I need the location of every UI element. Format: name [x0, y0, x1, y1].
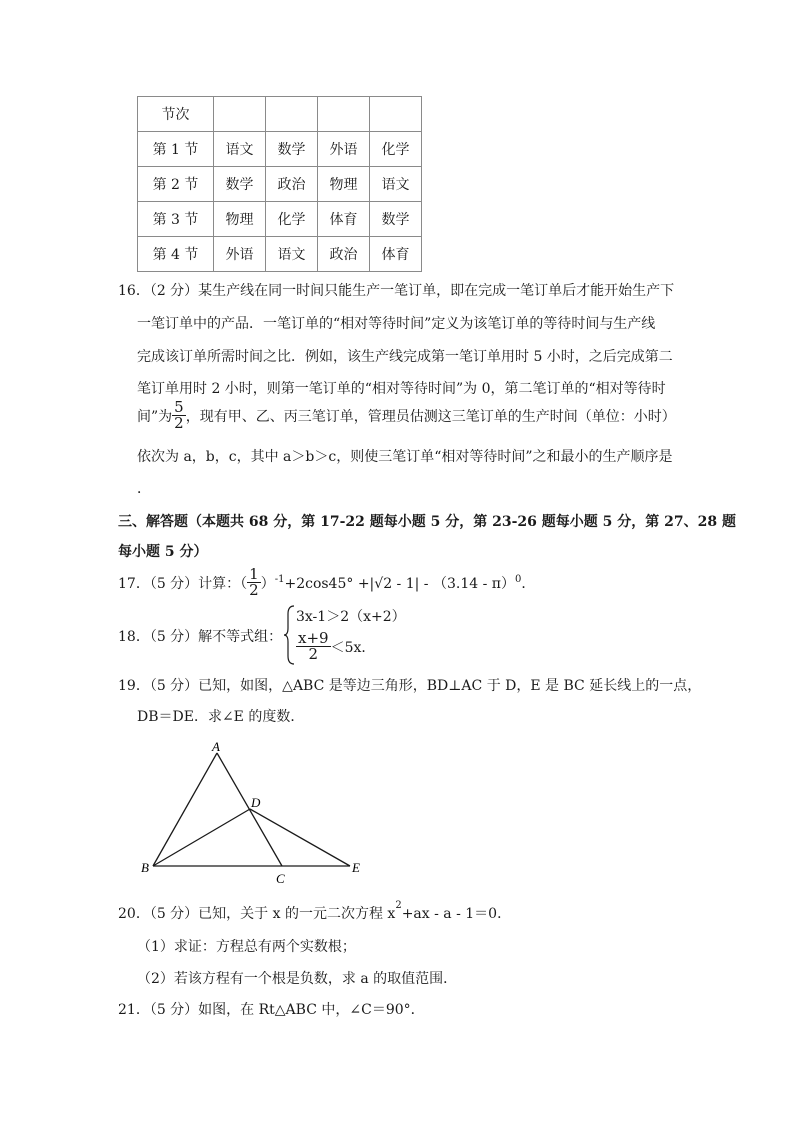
q16-frac-den: 2 [174, 414, 184, 432]
section3-heading-line2: 每小题 5 分） [118, 544, 208, 560]
table-cell: 第 4 节 [138, 237, 214, 272]
q19-line2: DB＝DE．求∠E 的度数． [137, 709, 305, 725]
section3-heading-line1: 三、解答题（本题共 68 分，第 17-22 题每小题 5 分，第 23-26 题每小题 5 分，第 27、28 题 [118, 514, 736, 530]
q20-sub2: （2）若该方程有一个根是负数，求 a 的取值范围． [137, 971, 458, 987]
table-cell [370, 97, 422, 132]
table-row [138, 237, 422, 272]
q18-prefix: 18．（5 分）解不等式组： [118, 629, 283, 645]
q17-frac-num: 1 [249, 565, 259, 583]
table-cell: 外语 [214, 237, 266, 272]
q20-sup: 2 [395, 900, 402, 911]
table-cell: 体育 [318, 202, 370, 237]
table-cell: 体育 [370, 237, 422, 272]
table-cell: 物理 [318, 167, 370, 202]
table-cell: 数学 [214, 167, 266, 202]
q16-line5 [137, 400, 676, 431]
table-row [138, 167, 422, 202]
q17-rest: +2cos45° +|√2 - 1| - （3.14 - π） [284, 575, 515, 592]
q17-end: ． [521, 575, 536, 592]
table-cell: 节次 [138, 97, 214, 132]
table-header-row [138, 97, 422, 132]
q18-ineq2-rest: ＜5x． [330, 639, 376, 656]
table-row [138, 132, 422, 167]
q18-fraction [296, 631, 331, 662]
table-row [138, 202, 422, 237]
q17-mid: ） [260, 575, 275, 592]
table-cell: 数学 [370, 202, 422, 237]
q20-line1 [118, 900, 512, 923]
q18-ineq2 [296, 631, 375, 662]
q16-line7: ． [137, 481, 151, 497]
segment-ab [153, 753, 217, 866]
label-e: E [352, 860, 360, 875]
label-b: B [141, 860, 149, 875]
table-cell: 语文 [266, 237, 318, 272]
q16-line6: 依次为 a，b，c，其中 a＞b＞c，则使三笔订单“相对等待时间”之和最小的生产顺序是 [137, 449, 673, 465]
table-cell: 第 2 节 [138, 167, 214, 202]
q18-brace [283, 604, 297, 666]
label-a: A [212, 739, 220, 754]
table-cell: 外语 [318, 132, 370, 167]
q18-ineq1: 3x-1＞2（x+2） [296, 609, 406, 625]
q21-line1: 21．（5 分）如图，在 Rt△ABC 中，∠C＝90°． [118, 1002, 425, 1018]
q16-line3: 完成该订单所需时间之比．例如，该生产线完成第一笔订单用时 5 小时，之后完成第二 [137, 349, 673, 365]
q16-line5-b: ，现有甲、乙、丙三笔订单，管理员估测这三笔订单的生产时间（单位：小时） [185, 408, 676, 425]
q20-line1-b: +ax - a - 1＝0． [401, 906, 512, 922]
table-cell: 第 3 节 [138, 202, 214, 237]
q20-sub1: （1）求证：方程总有两个实数根； [137, 939, 356, 955]
table-cell: 数学 [266, 132, 318, 167]
table-cell [214, 97, 266, 132]
q16-line4: 笔订单用时 2 小时，则第一笔订单的“相对等待时间”为 0，第二笔订单的“相对等待时 [137, 381, 666, 397]
q17 [118, 567, 535, 598]
q17-prefix: 17．（5 分）计算：（ [118, 575, 248, 592]
label-c: C [276, 871, 285, 886]
table-cell: 化学 [370, 132, 422, 167]
q17-fraction [247, 567, 261, 598]
table-cell: 物理 [214, 202, 266, 237]
q16-line1: 16．（2 分）某生产线在同一时间只能生产一笔订单，即在完成一笔订单后才能开始生产下 [118, 283, 675, 299]
table-cell: 政治 [318, 237, 370, 272]
q16-frac-num: 5 [174, 398, 184, 416]
q16-line5-a: 间”为 [137, 408, 173, 425]
q17-frac-den: 2 [249, 581, 259, 599]
table-cell [266, 97, 318, 132]
q18-frac-den: 2 [308, 645, 319, 663]
q20-line1-a: 20．（5 分）已知，关于 x 的一元二次方程 x [118, 906, 396, 922]
table-cell: 第 1 节 [138, 132, 214, 167]
q17-exp1: -1 [274, 574, 285, 585]
table-cell: 政治 [266, 167, 318, 202]
triangle-figure [130, 735, 380, 890]
q16-fraction [172, 400, 186, 431]
q19-line1: 19．（5 分）已知，如图，△ABC 是等边三角形，BD⊥AC 于 D，E 是 BC 延长线上的一点， [118, 678, 702, 694]
q18-frac-num: x+9 [298, 629, 329, 647]
table-cell: 化学 [266, 202, 318, 237]
segment-bd [153, 809, 250, 866]
schedule-table [137, 96, 422, 272]
table-cell: 语文 [370, 167, 422, 202]
table-cell: 语文 [214, 132, 266, 167]
label-d: D [251, 795, 261, 810]
table-cell [318, 97, 370, 132]
q17-exp2: 0 [515, 574, 522, 585]
q16-line2: 一笔订单中的产品．一笔订单的“相对等待时间”定义为该笔订单的等待时间与生产线 [137, 316, 656, 332]
